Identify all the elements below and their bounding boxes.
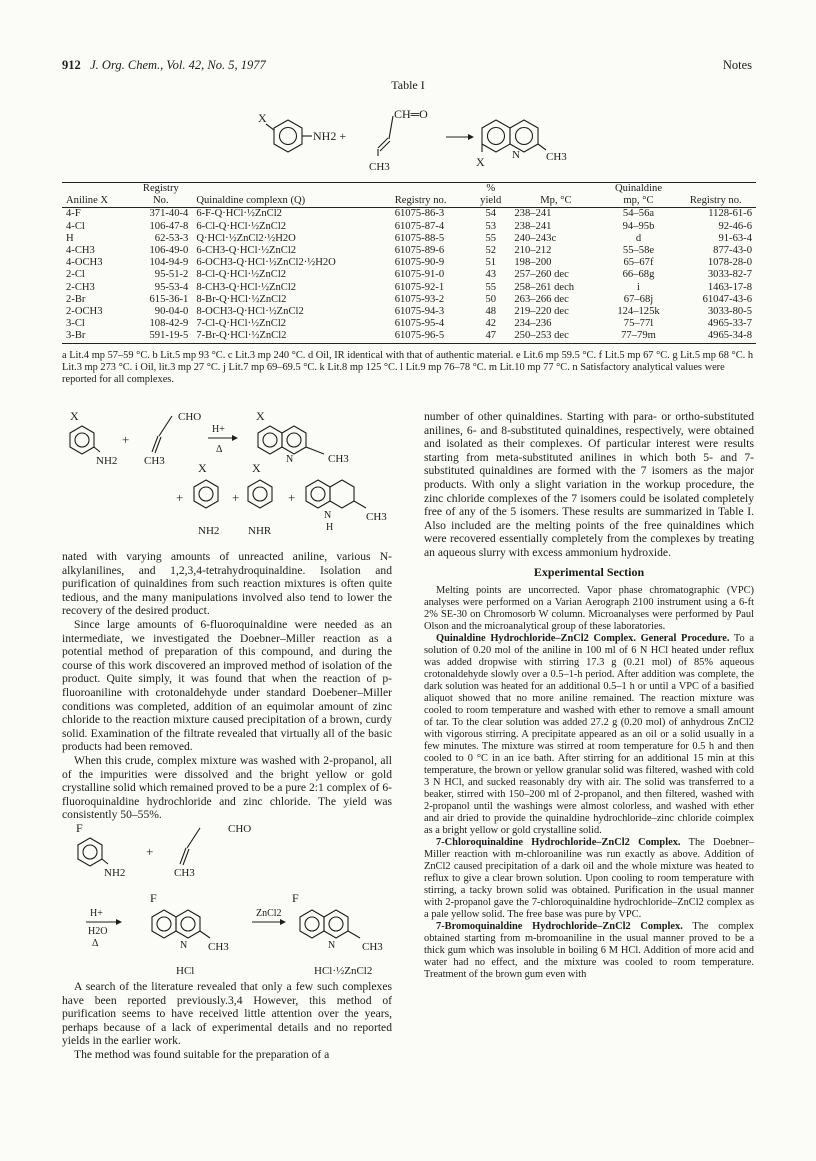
table-cell: 54	[485, 208, 497, 220]
table-row	[62, 245, 756, 257]
table-row	[62, 294, 756, 306]
s2-n1: N	[180, 940, 188, 951]
table-cell: 1128-61-6	[708, 208, 752, 220]
header-cell: yield	[471, 195, 510, 208]
table-row	[62, 318, 756, 330]
table-cell: 75–77l	[623, 318, 654, 330]
s1-n: N	[286, 454, 294, 465]
s2-zncl2: ZnCl2	[256, 908, 282, 919]
s2-hclzn: HCl·½ZnCl2	[314, 965, 373, 977]
table-row	[62, 233, 756, 245]
paragraph: nated with varying amounts of unreacted aniline, various N-alkylanilines, and 1,2,3,4-tetrahydroquinaldine. Isolation and purification of quinaldines from such reaction mixtures is often quite tedious, and the many manipulations involved also tend to lower the recovery of the desired product.	[62, 550, 392, 618]
table-cell: 4965-34-8	[676, 330, 756, 343]
journal-citation: J. Org. Chem., Vol. 42, No. 5, 1977	[90, 58, 266, 72]
left-column	[62, 550, 392, 822]
table-cell: 8-Br-Q·HCl·½ZnCl2	[196, 293, 287, 305]
s1-plus3: +	[232, 490, 240, 505]
s1-cho: CHO	[178, 411, 202, 423]
table-cell: 1463-17-8	[707, 281, 752, 293]
paragraph: When this crude, complex mixture was washed with 2-propanol, all of the impurities were dissolved and the bright yellow or gold crystalline solid which remained proved to be a pure 2:1 complex of 6-fluoroquinaldine hydrochloride and zinc chloride. The yield was consistently 50–55%.	[62, 753, 392, 822]
table-cell: 210–212	[514, 245, 552, 257]
table-cell: 7-Br-Q·HCl·½ZnCl2	[192, 330, 390, 343]
paragraph	[424, 921, 754, 981]
paragraph-body: To a solution of 0.20 mol of the aniline in 100 ml of 6 N HCl heated under reflux was added dropwise with stirring 17.3 g (0.21 mol) of 85% aqueous crotonaldehyde slowly over a 0.5–1-h period. After addition was complete, the dark solution was heated for an additional 0.5–1 h or until a VPC of a basified aliquot showed that no more aniline remained. The reaction mixture was cooled to room temperature and washed with ether to remove a small amount of tar. To the clear solution was added 27.2 g (0.20 mol) of anhydrous ZnCl2 with vigorous stirring. A precipitate appeared as an oil or a solid usually in a few minutes. The mixture was stirred at room temperature for 0.5 h and then cooled to 0 °C in an ice bath. After stirring for an additional 15 min at this temperature, the brown or yellow granular solid was filtered, washed with cold 3 N HCl, and sucked reasonably dry with air. The solid was transferred to a beaker, stirred with 150–200 ml of 2-propanol, and then filtered, washed with 2-propanol until the washings were almost colorless, and washed with ether and air dried to provide the quinaldine hydrochloride–zinc chloride coimplex as a bright yellow or gold crystalline solid.	[424, 633, 754, 837]
table-cell: 55	[485, 232, 497, 244]
table-cell: 61075-86-3	[394, 208, 445, 220]
s2-f2: F	[150, 891, 157, 905]
s1-ch3b: CH3	[328, 453, 349, 465]
table-scheme	[250, 94, 580, 174]
quinoline-benzo-ring	[482, 120, 510, 152]
table-cell: 8-OCH3-Q·HCl·½ZnCl2	[196, 306, 304, 318]
table-cell: 219–220 dec	[514, 306, 569, 318]
table-cell: 67–68j	[623, 293, 654, 305]
scheme-x-product: X	[476, 155, 485, 169]
table-cell: 61075-89-6	[394, 245, 445, 257]
table-cell: 55	[485, 281, 497, 293]
table-cell: 55–58e	[622, 245, 655, 257]
table-cell: 53	[485, 220, 497, 232]
table-cell: d	[635, 232, 642, 244]
s2-h2o: H2O	[88, 926, 108, 937]
header-cell	[676, 183, 756, 196]
s1-hplus: H+	[212, 424, 225, 435]
s1-h: H	[326, 522, 334, 533]
table-cell: 2-Cl	[66, 269, 85, 281]
paragraph: number of other quinaldines. Starting with para- or ortho-substituted anilines, 6- and 8-substituted quinaldines, respectively, were obtained and isolated as their complexes. Of particular interest were results starting from meta-substituted anilines in which both 5- and 7-substituted quinaldines are formed with the 7 isomers as the major products. With only a slight variation in the workup procedure, the zinc chloride complexes of the 7 isomers could be isolated completely free of any of the 5 isomers. These results are summarized in Table I. Also included are the melting points of the free quinaldines which were recovered essentially completely from the complexes by treating an aqueous slurry with excess ammonium hydroxide.	[424, 410, 754, 559]
table-cell: 371-40-4	[149, 208, 189, 220]
s1-x3: X	[198, 461, 207, 475]
table-row	[62, 269, 756, 281]
s2-delta: Δ	[92, 938, 99, 949]
table-cell: 48	[485, 306, 497, 318]
table-cell: 250–253 dec	[510, 330, 601, 343]
header-cell: mp, °C	[601, 195, 675, 208]
s2-n2: N	[328, 940, 336, 951]
table-row	[62, 208, 756, 221]
s2-plus: +	[146, 844, 154, 859]
table-cell: 238–241	[514, 220, 552, 232]
table-cell: 106-49-0	[149, 245, 189, 257]
table-cell: 877-43-0	[713, 245, 752, 257]
table-cell: 61075-87-4	[394, 220, 445, 232]
header-cell: Aniline X	[62, 195, 129, 208]
s1-plus2: +	[176, 490, 184, 505]
quinoline-pyridine-ring	[510, 120, 538, 152]
table-cell: 104-94-9	[149, 257, 189, 269]
header-cell: Mp, °C	[510, 195, 601, 208]
data-table	[62, 182, 756, 344]
header-cell	[510, 183, 601, 196]
table-cell: 240–243c	[514, 232, 557, 244]
table-cell: 54–56a	[622, 208, 655, 220]
table-row	[62, 257, 756, 269]
s1-x: X	[70, 409, 79, 423]
scheme-1	[60, 406, 400, 546]
header-cell: Registry no.	[391, 195, 471, 208]
table-cell: 61075-93-2	[394, 293, 445, 305]
section-heading: Experimental Section	[533, 564, 645, 579]
table-cell: Q·HCl·½ZnCl2·½H2O	[196, 232, 296, 244]
s2-hplus: H+	[90, 908, 103, 919]
table-cell: 6-OCH3-Q·HCl·½ZnCl2·½H2O	[196, 257, 336, 269]
header-cell: No.	[129, 195, 192, 208]
scheme-ch3: CH3	[369, 161, 390, 173]
table-cell: 61075-94-3	[394, 306, 445, 318]
table-cell: 8-Cl-Q·HCl·½ZnCl2	[196, 269, 287, 281]
table-title: Table I	[391, 78, 425, 92]
table-cell: 4-CH3	[66, 245, 95, 257]
section-name: Notes	[722, 58, 752, 72]
table-cell: 238–241	[514, 208, 552, 220]
table-row	[62, 330, 756, 343]
s2-f1: F	[76, 821, 83, 835]
table-cell: 258–261 dech	[514, 281, 575, 293]
table-cell: 4965-33-7	[707, 318, 752, 330]
s2-ch3: CH3	[174, 867, 195, 879]
table-cell: 4-Cl	[66, 220, 85, 232]
table-row	[62, 282, 756, 294]
s1-nh2: NH2	[96, 455, 118, 467]
paragraph-heading: 7-Bromoquinaldine Hydrochloride–ZnCl2 Complex.	[436, 921, 683, 933]
header-cell: Quinaldine	[601, 183, 675, 196]
s1-plus4: +	[288, 490, 296, 505]
table-cell: 6-Cl-Q·HCl·½ZnCl2	[196, 220, 287, 232]
s1-ch3c: CH3	[366, 511, 387, 523]
header-cell: Registry	[129, 183, 192, 196]
table-cell: 61075-91-0	[394, 269, 445, 281]
header-cell: Quinaldine complexn (Q)	[192, 195, 390, 208]
table-header-top	[62, 183, 756, 196]
paragraph: The method was found suitable for the preparation of a	[74, 1047, 330, 1061]
table-cell: 42	[485, 318, 497, 330]
s1-delta: Δ	[216, 444, 223, 455]
paragraph: Melting points are uncorrected. Vapor phase chromatographic (VPC) analyses were performed on a Varian Aerograph 2100 instrument using a 6-ft 2% SE-30 on Chromosorb W column. Microanalyses were performed by Paul Olson and the microanalytical group of these laboratories.	[424, 585, 754, 633]
table-cell: 61047-43-6	[702, 293, 752, 305]
table-cell: 50	[485, 293, 497, 305]
table-cell: 51	[485, 257, 497, 269]
s1-ch3: CH3	[144, 455, 165, 467]
table-cell: 3033-80-5	[707, 306, 752, 318]
page-number: 912	[62, 58, 81, 72]
s2-ch3c: CH3	[362, 941, 383, 953]
table-cell: 198–200	[514, 257, 552, 269]
table-footnotes: a Lit.4 mp 57–59 °C. b Lit.5 mp 93 °C. c Lit.3 mp 240 °C. d Oil, IR identical with that of authentic material. e Lit.6 mp 59.5 °C. f Lit.5 mp 67 °C. g Lit.5 mp 68 °C. h Lit.3 mp 273 °C. i Oil, lit.3 mp 27 °C. j Lit.7 mp 69–69.5 °C. k Lit.8 mp 125 °C. l Lit.9 mp 76–78 °C. m Lit.10 mp 77 °C. n Satisfactory analytical values were reported for all complexes.	[62, 350, 754, 385]
s2-nh2: NH2	[104, 867, 126, 879]
table-cell: 61075-88-5	[394, 232, 445, 244]
table-cell: 61075-95-4	[394, 318, 445, 330]
table-cell: 65–67f	[623, 257, 654, 269]
table-cell: 61075-92-1	[394, 281, 445, 293]
s1-nh2b: NH2	[198, 525, 220, 537]
table-cell: 615-36-1	[149, 293, 189, 305]
table-row	[62, 221, 756, 233]
table-cell: 7-Cl-Q·HCl·½ZnCl2	[196, 318, 287, 330]
table-cell: 6-CH3-Q·HCl·½ZnCl2	[196, 245, 297, 257]
header-cell	[391, 183, 471, 196]
paragraph	[424, 633, 754, 837]
table-cell: 3-Cl	[66, 318, 85, 330]
table-cell: 257–260 dec	[514, 269, 569, 281]
table-cell: 2-OCH3	[66, 306, 103, 318]
table-cell: 90-04-0	[154, 306, 189, 318]
table-cell: 234–236	[514, 318, 552, 330]
table-cell: 4-F	[66, 208, 81, 220]
table-cell: H	[66, 232, 74, 244]
paragraph-body: The complex obtained starting from m-bromoaniline in the usual manner proved to be a thick gum which was insoluble in boiling 6 M HCl. Addition of more acid and water had no effect, and the mixture was cooled to room temperature. Treatment of the brown gum even with	[424, 921, 754, 981]
paragraph-heading: Quinaldine Hydrochloride–ZnCl2 Complex. General Procedure.	[436, 633, 730, 645]
paragraph	[424, 837, 754, 921]
table-cell: 2-Br	[66, 293, 86, 305]
table-cell: 91-63-4	[718, 232, 752, 244]
header-cell	[62, 183, 129, 196]
s1-x2: X	[256, 409, 265, 423]
table-cell: 61075-96-5	[391, 330, 471, 343]
table-cell: 263–266 dec	[514, 293, 569, 305]
table-cell: 1078-28-0	[707, 257, 752, 269]
s1-x4: X	[252, 461, 261, 475]
table-cell: 43	[485, 269, 497, 281]
paragraph-body: The Doebner–Miller reaction with m-chloroaniline was run exactly as above. Addition of ZnCl2 caused precipitation of a dark oil and the whole mixture was heated to reflux to give a clear brown solution. Upon cooling to room temperature with stirring, a tacky brown solid was obtained. Purification in the usual manner with 2-propanol gave the 7-chloroquinaldine hydrochloride–ZnCl2 complex as a pale yellow solid. The free base was pure by VPC.	[424, 837, 754, 921]
benzene-ring	[274, 120, 302, 152]
s1-nhr: NHR	[248, 525, 272, 537]
table-cell: 108-42-9	[149, 318, 189, 330]
s2-cho: CHO	[228, 823, 252, 835]
s2-ch3b: CH3	[208, 941, 229, 953]
table-cell: 92-46-6	[718, 220, 752, 232]
table-cell: 66–68g	[622, 269, 655, 281]
scheme-ch3-product: CH3	[546, 151, 567, 163]
table-cell: 124–125k	[617, 306, 660, 318]
table-cell: 6-F-Q·HCl·½ZnCl2	[196, 208, 282, 220]
table-cell: 94–95b	[622, 220, 655, 232]
table-cell: 591-19-5	[129, 330, 192, 343]
paragraph: Since large amounts of 6-fluoroquinaldine were needed as an intermediate, we investigated the Doebner–Miller reaction as a potential method of preparation of this compound, and during the course of this work discovered an improved method of isolation of the product. Quite simply, it was found that when the reaction of p-fluoroaniline with crotonaldehyde under standard Doebener–Miller conditions was completed, addition of an equimolar amount of zinc chloride to the reaction mixture caused precipitation of a brown, curdy solid. Examination of the filtrate revealed that virtually all of the basic products had been removed.	[62, 617, 392, 754]
scheme-nh2: NH2 +	[313, 129, 347, 143]
table-cell: 52	[485, 245, 497, 257]
s2-f3: F	[292, 891, 299, 905]
right-column	[424, 410, 754, 981]
table-cell: 62-53-3	[154, 232, 189, 244]
s1-n2: N	[324, 510, 332, 521]
table-cell: 95-51-2	[154, 269, 189, 281]
table-cell: i	[637, 281, 640, 293]
table-cell: 2-CH3	[66, 281, 95, 293]
table-row	[62, 306, 756, 318]
page-header	[62, 58, 752, 73]
table-cell: 47	[471, 330, 510, 343]
table-header	[62, 195, 756, 208]
table-cell: 3-Br	[62, 330, 129, 343]
table-cell: 61075-90-9	[394, 257, 445, 269]
header-cell: %	[471, 183, 510, 196]
paragraph: A search of the literature revealed that only a few such complexes have been reported previously.3,4 However, this method of purification seems to have received little attention over the years, perhaps because of a lack of experimental details and no reported yields in the earlier work.	[62, 980, 392, 1048]
table-cell: 106-47-8	[149, 220, 189, 232]
header-cell: Registry no.	[676, 195, 756, 208]
s1-plus: +	[122, 432, 130, 447]
scheme-cho: CH═O	[394, 107, 428, 121]
scheme-x: X	[258, 111, 267, 125]
table-cell: 4-OCH3	[66, 257, 103, 269]
table-cell: 95-53-4	[154, 281, 189, 293]
scheme-n: N	[512, 149, 520, 161]
table-cell: 8-CH3-Q·HCl·½ZnCl2	[196, 281, 297, 293]
header-cell	[192, 183, 390, 196]
paragraph-heading: 7-Chloroquinaldine Hydrochloride–ZnCl2 Complex.	[436, 837, 681, 849]
table-cell: 77–79m	[601, 330, 675, 343]
s2-hcl: HCl	[176, 965, 195, 977]
left-column-bottom	[62, 980, 392, 1062]
table-cell: 3033-82-7	[707, 269, 752, 281]
